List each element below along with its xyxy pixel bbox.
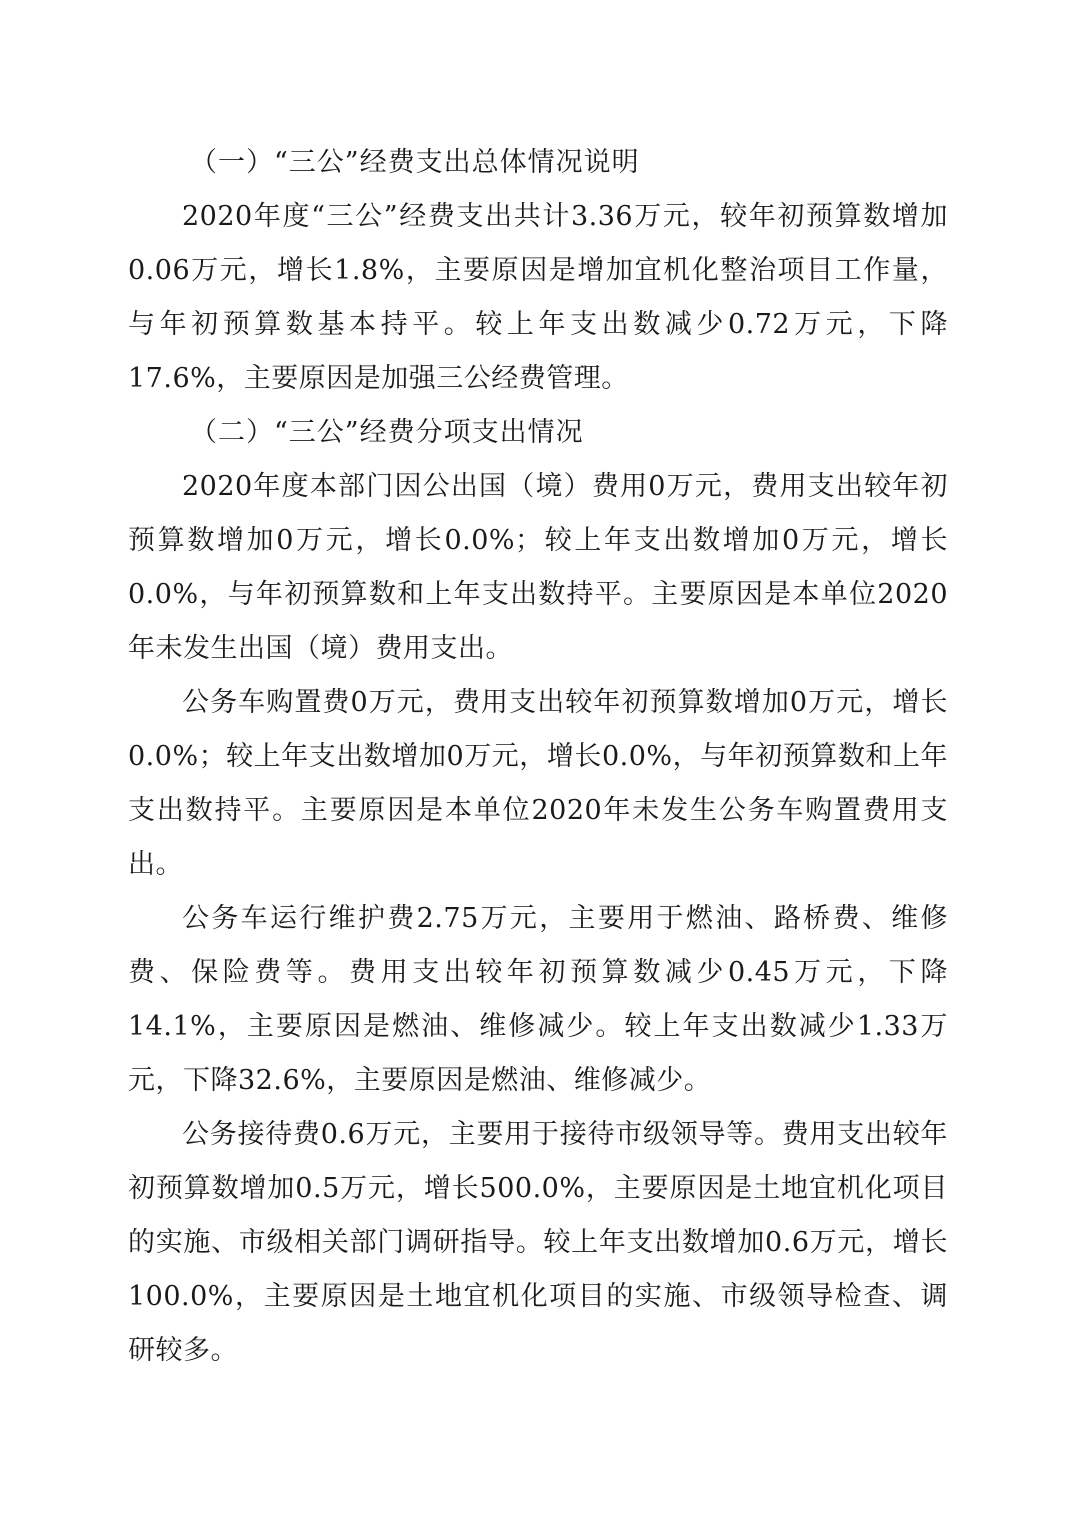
paragraph-overseas-travel: 2020年度本部门因公出国（境）费用0万元，费用支出较年初预算数增加0万元，增长0.0%；较上年支出数增加0万元，增长0.0%，与年初预算数和上年支出数持平。主要原因是本单位2020年未发生出国（境）费用支出。 [128,471,948,664]
paragraph-vehicle-maintenance: 公务车运行维护费2.75万元，主要用于燃油、路桥费、维修费、保险费等。费用支出较年初预算数减少0.45万元，下降14.1%，主要原因是燃油、维修减少。较上年支出数减少1.33万元，下降32.6%，主要原因是燃油、维修减少。 [128,903,948,1096]
document-body [128,136,948,1378]
paragraph-overall-summary: 2020年度“三公”经费支出共计3.36万元，较年初预算数增加0.06万元，增长1.8%，主要原因是增加宜机化整治项目工作量，与年初预算数基本持平。较上年支出数减少0.72万元，下降17.6%，主要原因是加强三公经费管理。 [128,201,948,394]
paragraph-vehicle-purchase: 公务车购置费0万元，费用支出较年初预算数增加0万元，增长0.0%；较上年支出数增加0万元，增长0.0%，与年初预算数和上年支出数持平。主要原因是本单位2020年未发生公务车购置费用支出。 [128,687,948,880]
section-heading-itemized: （二）“三公”经费分项支出情况 [190,417,584,448]
section-heading-overall: （一）“三公”经费支出总体情况说明 [190,147,640,178]
paragraph-official-reception: 公务接待费0.6万元，主要用于接待市级领导等。费用支出较年初预算数增加0.5万元，增长500.0%，主要原因是土地宜机化项目的实施、市级相关部门调研指导。较上年支出数增加0.6万元，增长100.0%，主要原因是土地宜机化项目的实施、市级领导检查、调研较多。 [128,1119,948,1366]
